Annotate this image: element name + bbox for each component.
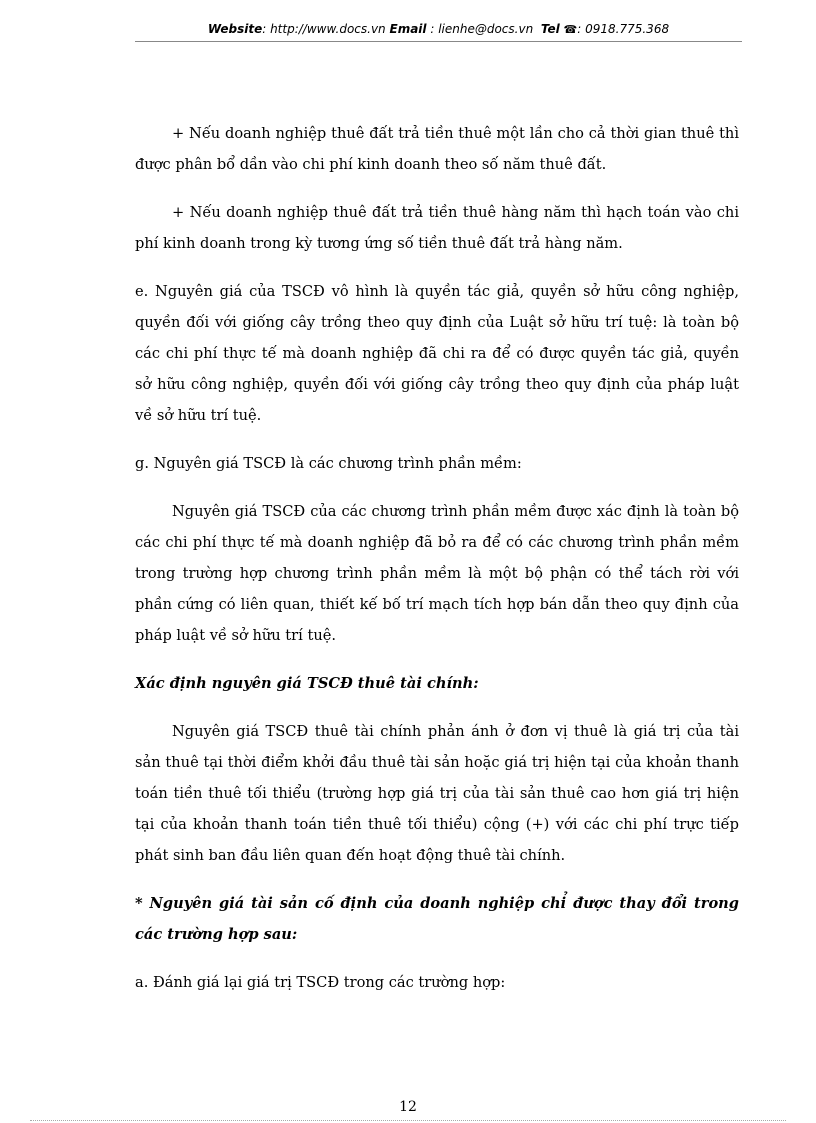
footer-divider xyxy=(30,1120,786,1121)
paragraph-software-heading: g. Nguyên giá TSCĐ là các chương trình phần mềm: xyxy=(135,455,522,472)
paragraph-finance-lease-cost: Nguyên giá TSCĐ thuê tài chính phản ánh ở đơn vị thuê là giá trị của tài sản thuê tại thời điểm khởi đầu thuê tài sản hoặc giá trị hiện tại của khoản thanh toán tiền thuê tối thiểu (trường hợp giá trị của tài sản thuê cao hơn giá trị hiện tại của khoản thanh toán tiền thuê tối thiểu) cộng (+) với các chi phí trực tiếp phát sinh ban đầu liên quan đến hoạt động thuê tài chính. xyxy=(135,723,739,864)
section-heading-finance-lease: Xác định nguyên giá TSCĐ thuê tài chính: xyxy=(135,675,479,692)
website-label: Website xyxy=(207,22,263,36)
tel-label: Tel xyxy=(540,22,560,36)
email-value: : lienhe@docs.vn xyxy=(426,22,534,36)
paragraph-land-lease-annual: + Nếu doanh nghiệp thuê đất trả tiền thuê hàng năm thì hạch toán vào chi phí kinh doanh trong kỳ tương ứng số tiền thuê đất trả hàng năm. xyxy=(135,204,739,252)
email-label: Email xyxy=(389,22,427,36)
paragraph-software-cost: Nguyên giá TSCĐ của các chương trình phần mềm được xác định là toàn bộ các chi phí thực tế mà doanh nghiệp đã bỏ ra để có các chương trình phần mềm trong trường hợp chương trình phần mềm là một bộ phận có thể tách rời với phần cứng có liên quan, thiết kế bố trí mạch tích hợp bán dẫn theo quy định của pháp luật về sở hữu trí tuệ. xyxy=(135,503,739,644)
page-header xyxy=(135,22,742,36)
document-body xyxy=(135,118,739,1015)
website-value: : http://www.docs.vn xyxy=(262,22,386,36)
paragraph-land-lease-lump-sum: + Nếu doanh nghiệp thuê đất trả tiền thuê một lần cho cả thời gian thuê thì được phân bổ dần vào chi phí kinh doanh theo số năm thuê đất. xyxy=(135,125,739,173)
page-number: 12 xyxy=(399,1099,417,1115)
section-heading-cost-changes: * Nguyên giá tài sản cố định của doanh nghiệp chỉ được thay đổi trong các trường hợp sau: xyxy=(135,895,739,943)
header-divider xyxy=(135,41,742,42)
paragraph-revaluation: a. Đánh giá lại giá trị TSCĐ trong các trường hợp: xyxy=(135,974,506,991)
phone-icon: ☎ xyxy=(563,23,578,36)
paragraph-intangible-copyright: e. Nguyên giá của TSCĐ vô hình là quyền tác giả, quyền sở hữu công nghiệp, quyền đối với giống cây trồng theo quy định của Luật sở hữu trí tuệ: là toàn bộ các chi phí thực tế mà doanh nghiệp đã chi ra để có được quyền tác giả, quyền sở hữu công nghiệp, quyền đối với giống cây trồng theo quy định của pháp luật về sở hữu trí tuệ. xyxy=(135,283,739,424)
tel-value: : 0918.775.368 xyxy=(577,22,670,36)
